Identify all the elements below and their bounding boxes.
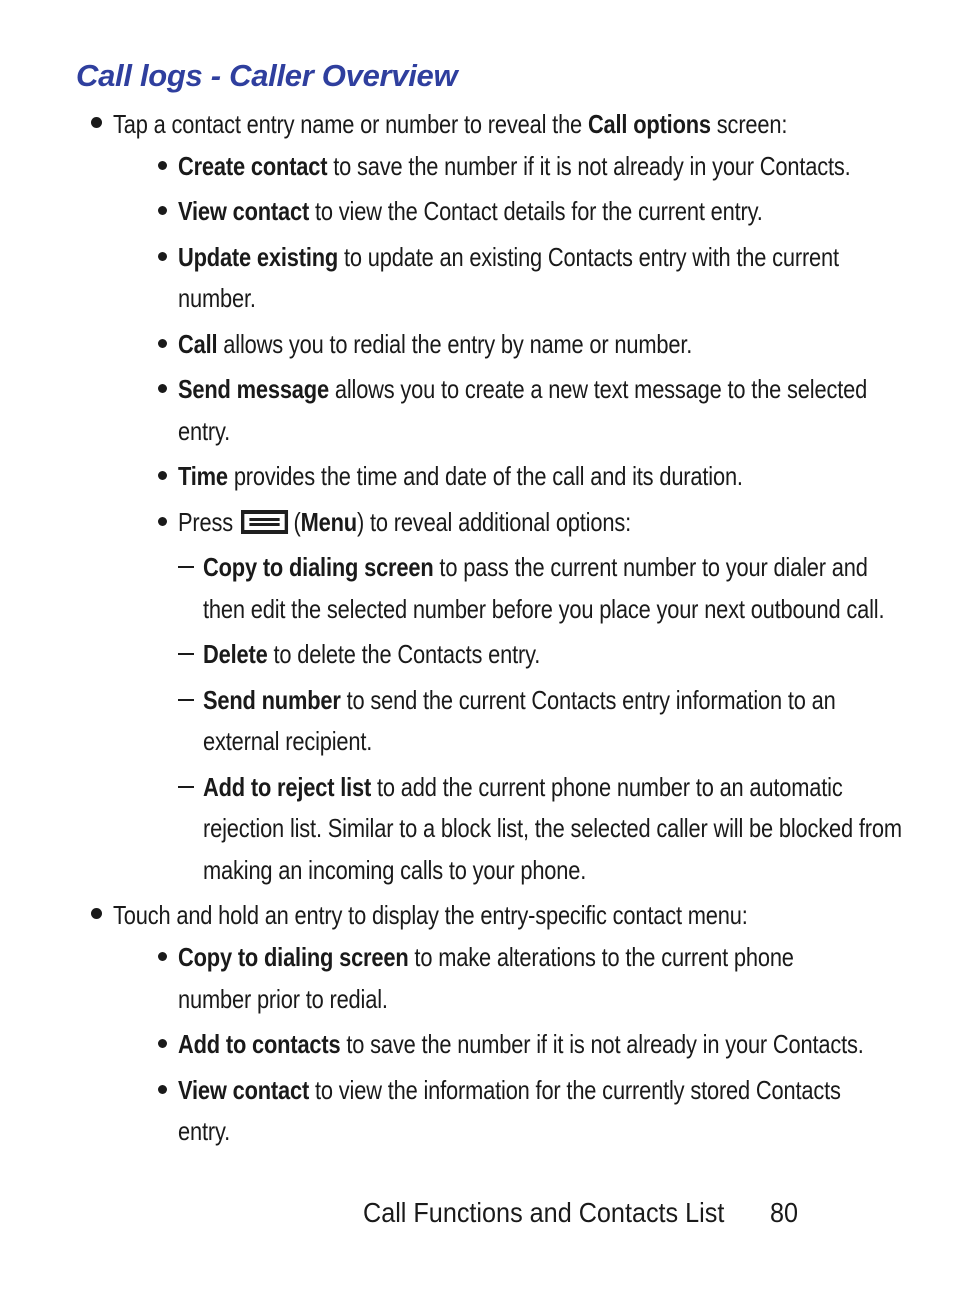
bullet-dot: [158, 384, 167, 393]
hold-option-view-contact-cont: entry.: [178, 1116, 231, 1146]
dash-marker: [178, 699, 194, 701]
call-options-term: Call options: [587, 109, 711, 139]
option-update-existing: Update existing to update an existing Contacts entry with the current: [178, 242, 839, 272]
page-title: Call logs - Caller Overview: [76, 58, 458, 93]
option-update-existing-cont: number.: [178, 283, 256, 313]
menu-option-send-number-cont: external recipient.: [203, 726, 373, 756]
hold-option-copy-dialing-cont: number prior to redial.: [178, 984, 388, 1014]
dash-marker: [178, 566, 194, 568]
menu-option-delete: Delete to delete the Contacts entry.: [203, 639, 541, 669]
option-create-contact: Create contact to save the number if it is not already in your Contacts.: [178, 151, 851, 181]
option-send-message-cont: entry.: [178, 416, 231, 446]
hold-option-add-contacts: Add to contacts to save the number if it is not already in your Contacts.: [178, 1029, 864, 1059]
dash-marker: [178, 653, 194, 655]
option-time: Time provides the time and date of the call and its duration.: [178, 461, 743, 491]
menu-option-reject-list-cont2: making an incoming calls to your phone.: [203, 855, 587, 885]
bullet-dot: [158, 339, 167, 348]
dash-marker: [178, 786, 194, 788]
page-number: 80: [770, 1197, 799, 1228]
menu-term: Menu: [300, 507, 357, 537]
bullet-dot: [158, 471, 167, 480]
bullet-dot: [158, 206, 167, 215]
bullet-touch-hold: Touch and hold an entry to display the entry-specific contact menu:: [113, 900, 748, 930]
footer-section-title: Call Functions and Contacts List: [363, 1197, 725, 1228]
option-view-contact: View contact to view the Contact details for the current entry.: [178, 196, 763, 226]
menu-option-copy-dialing-cont: then edit the selected number before you place your next outbound call.: [203, 594, 885, 624]
menu-option-send-number: Send number to send the current Contacts entry information to an: [203, 685, 836, 715]
bullet-dot: [158, 252, 167, 261]
option-call: Call allows you to redial the entry by name or number.: [178, 329, 693, 359]
bullet-dot: [158, 1039, 167, 1048]
menu-icon: [241, 510, 288, 534]
option-send-message: Send message allows you to create a new text message to the selected: [178, 374, 868, 404]
bullet-dot: [158, 161, 167, 170]
bullet-dot: [91, 908, 102, 919]
bullet-dot: [158, 1085, 167, 1094]
bullet-dot: [91, 117, 102, 128]
hold-option-view-contact: View contact to view the information for the currently stored Contacts: [178, 1075, 841, 1105]
press-menu-line: Press (Menu) to reveal additional options:: [178, 507, 631, 537]
hold-option-copy-dialing: Copy to dialing screen to make alterations to the current phone: [178, 942, 794, 972]
menu-option-copy-dialing: Copy to dialing screen to pass the current number to your dialer and: [203, 552, 868, 582]
menu-option-reject-list-cont1: rejection list. Similar to a block list, the selected caller will be blocked from: [203, 813, 902, 843]
bullet-tap-contact: Tap a contact entry name or number to reveal the Call options screen:: [113, 109, 788, 139]
bullet-dot: [158, 952, 167, 961]
menu-option-reject-list: Add to reject list to add the current phone number to an automatic: [203, 772, 843, 802]
bullet-dot: [158, 517, 167, 526]
